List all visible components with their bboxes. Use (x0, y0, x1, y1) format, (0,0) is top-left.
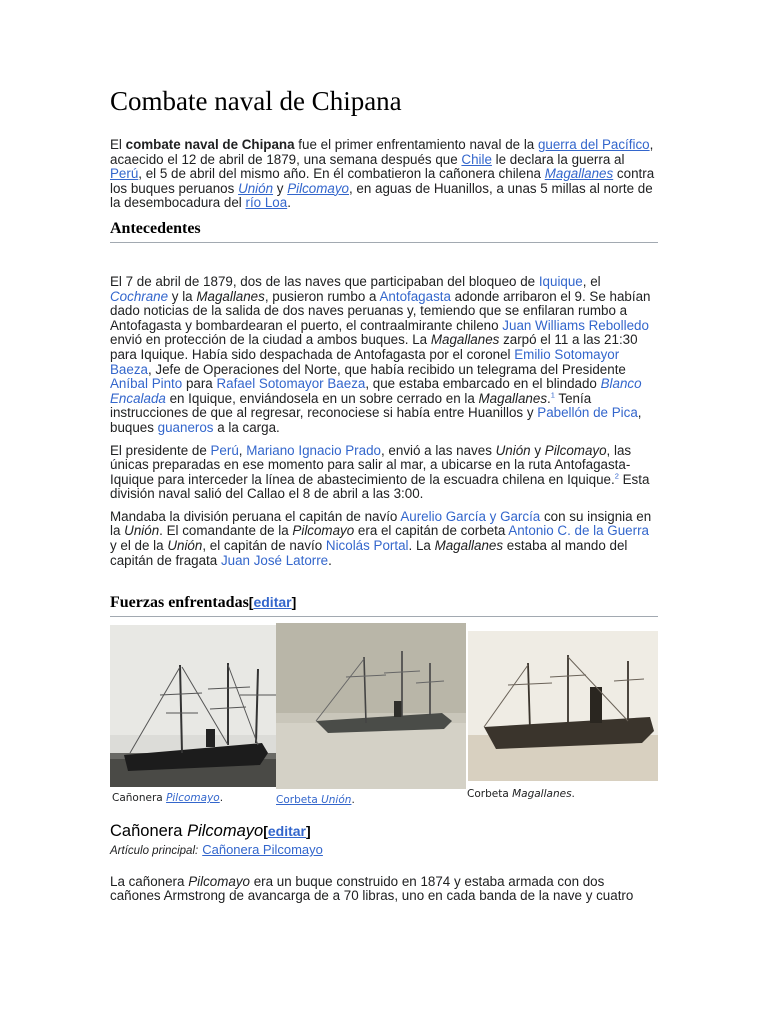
text: Tenía instrucciones de que al regresar, reconociese si había entre Huanillos y (110, 390, 592, 421)
bracket: [ (248, 594, 254, 611)
caption-ship-name: Magallanes (512, 788, 572, 801)
text: El 7 de abril de 1879, dos de las naves que participaban del bloqueo de (110, 273, 539, 289)
ship-photo-pilcomayo (110, 625, 276, 787)
link-pilcomayo[interactable]: Pilcomayo (287, 180, 349, 196)
heading-text: Cañonera (110, 822, 188, 841)
edit-section-control (249, 594, 296, 610)
bracket: ] (291, 594, 297, 611)
bracket: [ (263, 823, 268, 840)
caption-magallanes (467, 787, 575, 802)
page-title: Combate naval de Chipana (110, 86, 402, 116)
heading-ship-name: Pilcomayo (187, 822, 264, 841)
ship-name: Unión (167, 538, 203, 554)
text: . (287, 195, 291, 211)
text: era un buque construido en 1874 y estaba armada con dos cañones Armstrong de avancarga de a 70 libras, uno en cada banda de la nave y cuatro (110, 873, 634, 904)
edit-section-link[interactable]: editar (253, 594, 292, 611)
link-antonio-c-de-la-guerra[interactable]: Antonio C. de la Guerra (508, 523, 649, 539)
link-juan-williams-rebolledo[interactable]: Juan Williams Rebolledo (502, 317, 649, 333)
text: envió en protección de la ciudad a ambos buques. La (110, 332, 431, 348)
subsection-heading-pilcomayo (110, 821, 658, 841)
text: El presidente de (110, 442, 211, 458)
text: era el capitán de corbeta (354, 523, 509, 539)
photo-magallanes[interactable] (468, 631, 658, 781)
caption-text: Corbeta (467, 788, 513, 801)
link-juan-jose-latorre[interactable]: Juan José Latorre (220, 552, 329, 568)
text: Mandaba la división peruana el capitán de navío (110, 508, 401, 524)
ship-name: Pilcomayo (292, 523, 355, 539)
link-rio-loa[interactable]: río Loa (245, 195, 288, 211)
antecedentes-paragraph-2 (110, 444, 658, 502)
text: fue el primer enfrentamiento naval de la (294, 137, 538, 152)
ship-name: Unión (495, 442, 531, 458)
text: , el capitán de navío (202, 538, 326, 554)
link-anibal-pinto[interactable]: Aníbal Pinto (110, 376, 183, 392)
caption-union (276, 793, 355, 808)
text: le declara la guerra al (491, 151, 625, 167)
text: , (238, 442, 247, 458)
link-mariano-ignacio-prado[interactable]: Mariano Ignacio Prado (246, 442, 381, 458)
link-iquique[interactable]: Iquique (538, 273, 583, 289)
ship-gallery (110, 625, 658, 807)
caption-text: . (351, 794, 355, 807)
antecedentes-paragraph-1: El 7 de abril de 1879, dos de las naves que participaban del bloqueo de Iquique, el Cochrane y la Magallanes, pusieron rumbo a Antofagasta adonde arribaron el 9. Se habían dado noticias de la salida de dos naves peruanas y, temiendo que se enfilaran rumbo a Antofagasta y bombardearan el puerto, el contraalmirante chileno Juan Williams Rebolledo envió en protección de la ciudad a ambos buques. La Magallanes zarpó el 11 a las 21:30 para Iquique. Había sido despachada de Antofagasta por el coronel Emilio Sotomayor Baeza, Jefe de Operaciones del Norte, que había recibido un telegrama del Presidente Aníbal Pinto para Rafael Sotomayor Baeza, que estaba embarcado en el blindado Blanco Encalada en Iquique, enviándosela en un sobre cerrado en la Magallanes.$^1$ Tenía instrucciones de que al regresar, reconociese si había entre Huanillos y Pabellón de Pica, buques guaneros a la carga. (110, 273, 651, 435)
caption-text: . (219, 792, 224, 805)
text: y (273, 180, 288, 196)
edit-subsection-link[interactable]: editar (267, 823, 306, 840)
bracket: ] (305, 823, 311, 840)
text: contra los buques peruanos (110, 166, 655, 196)
text: , acaecido el 12 de abril de 1879, una semana después que (110, 137, 654, 167)
edit-section-control (263, 823, 310, 839)
text: El (110, 137, 126, 152)
section-heading-text: Fuerzas enfrentadas (110, 594, 249, 612)
section-heading-fuerzas (110, 592, 658, 617)
link-chile[interactable]: Chile (461, 151, 492, 167)
caption-link-pilcomayo[interactable]: Pilcomayo (166, 792, 220, 805)
link-peru[interactable]: Perú (110, 166, 139, 182)
link-pabellon-de-pica[interactable]: Pabellón de Pica (537, 405, 638, 421)
text: , Jefe de Operaciones del Norte, que había recibido un telegrama del Presidente (147, 361, 626, 377)
text: adonde arribaron el 9. Se habían dado noticias de la salida de dos naves peruanas y, temiendo que se enfilaran rumbo a Antofagasta y bombardearan el puerto, el contraalmirante chileno (110, 288, 651, 333)
hatnote-link-canonera-pilcomayo[interactable]: Cañonera Pilcomayo (202, 842, 323, 858)
text: en Iquique, enviándosela en un sobre cerrado en la (165, 390, 479, 406)
text: estaba al mando del capitán de fragata (110, 538, 628, 568)
link-magallanes[interactable]: Magallanes (544, 166, 614, 182)
ship-name: Magallanes (434, 538, 504, 554)
link-emilio-sotomayor-baeza[interactable]: Emilio Sotomayor Baeza (110, 346, 620, 377)
text: y la (168, 288, 197, 304)
link-antofagasta[interactable]: Antofagasta (379, 288, 451, 304)
photo-union[interactable] (276, 623, 466, 789)
link-cochrane[interactable]: Cochrane (110, 288, 169, 304)
ship-name: Unión (124, 523, 160, 539)
text: , que estaba embarcado en el blindado (365, 376, 601, 392)
hatnote-label: Artículo principal: (110, 845, 199, 858)
link-union[interactable]: Unión (238, 180, 274, 196)
article-content (110, 84, 658, 912)
ship-name: Magallanes (478, 390, 548, 406)
text: . La (408, 538, 435, 554)
ship-name: Pilcomayo (544, 442, 607, 458)
link-blanco-encalada[interactable]: Blanco Encalada (110, 376, 642, 406)
photo-pilcomayo[interactable] (110, 625, 276, 787)
link-peru-2[interactable]: Perú (210, 442, 239, 458)
text: . (328, 552, 332, 568)
text: , buques (110, 405, 642, 435)
link-guerra-del-pacifico[interactable]: guerra del Pacífico (537, 137, 650, 152)
text: a la carga. (213, 419, 280, 435)
text: , el (582, 273, 601, 289)
link-guaneros[interactable]: guaneros (157, 419, 214, 435)
section-heading-antecedentes: Antecedentes (110, 219, 658, 243)
caption-link-corbeta[interactable]: Corbeta (276, 794, 322, 807)
link-aurelio-garcia-y-garcia[interactable]: Aurelio García y García (400, 508, 541, 524)
text: para (182, 376, 217, 392)
ship-photo-union (276, 623, 466, 789)
text: con su insignia en la (110, 508, 652, 539)
reference-1[interactable]: 1 (550, 390, 555, 400)
pilcomayo-paragraph-1 (110, 875, 658, 904)
link-nicolas-portal[interactable]: Nicolás Portal (325, 538, 409, 554)
intro-paragraph (110, 138, 658, 211)
text: y el de la (110, 538, 168, 554)
ship-name: Magallanes (196, 288, 265, 304)
caption-text: . (571, 788, 575, 801)
antecedentes-paragraph-3 (110, 510, 658, 568)
ship-name: Magallanes (430, 332, 500, 348)
text: La cañonera (110, 873, 189, 889)
caption-pilcomayo (112, 791, 223, 806)
reference-2[interactable]: 2 (614, 471, 619, 481)
text: zarpó el 11 a las 21:30 para Iquique. Había sido despachada de Antofagasta por el coronel (110, 332, 638, 362)
caption-text: Cañonera (112, 792, 167, 805)
text: , envió a las naves (380, 442, 496, 458)
text: , en aguas de Huanillos, a unas 5 millas al norte de la desembocadura del (110, 180, 653, 211)
text: Esta división naval salió del Callao el 8 de abril a las 3:00. (110, 471, 650, 502)
caption-link-union[interactable]: Unión (321, 794, 352, 807)
link-rafael-sotomayor-baeza[interactable]: Rafael Sotomayor Baeza (216, 376, 366, 392)
text: . El comandante de la (159, 523, 293, 539)
text: , pusieron rumbo a (264, 288, 380, 304)
ship-name: Pilcomayo (188, 873, 250, 889)
text: , las únicas preparadas en ese momento para salir al mar, a ubicarse en la ruta Antofagasta-Iquique para interceder la línea de abastecimiento de la escuadra chilena en Iquique. (110, 442, 632, 487)
bold-term: combate naval de Chipana (125, 137, 295, 152)
text: , el 5 de abril del mismo año. En él combatieron la cañonera chilena (138, 166, 545, 182)
text: y (530, 442, 545, 458)
ship-photo-magallanes (468, 631, 658, 781)
hatnote-main-article (110, 843, 658, 859)
